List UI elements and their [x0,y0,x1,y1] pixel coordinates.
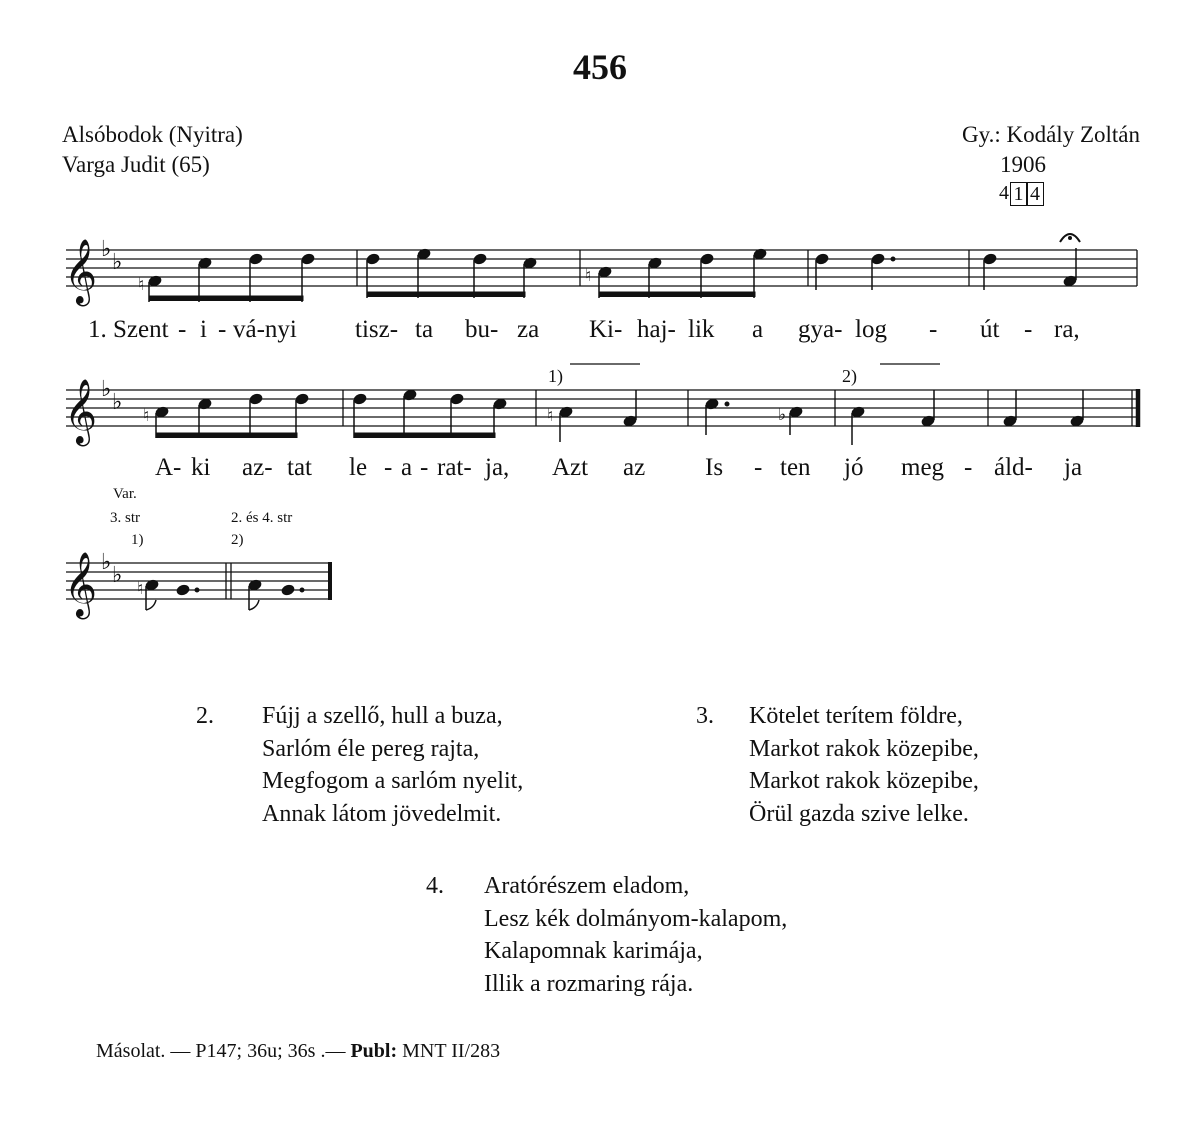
stanza-line: Annak látom jövedelmit. [262,800,502,827]
stanza-line: Sarlóm éle pereg rajta, [262,735,480,762]
staff-1 [66,250,1137,286]
variant-label: Var. [113,486,137,502]
lyric-syllable: Ki- [589,316,623,343]
lyric-syllable: log [855,316,887,343]
natural-icon: ♮ [138,275,145,295]
notes-variant [145,579,304,610]
variant-2-mark: 2) [231,532,244,548]
lyric-syllable: jó [844,454,864,481]
stanza-number: 4. [426,873,444,899]
publ-label: Publ: [350,1040,398,1062]
stanza-line: Illik a rozmaring rája. [484,970,694,997]
flat-icon: ♭ [112,390,123,415]
treble-clef-icon: 𝄞 [64,552,98,617]
lyric-syllable: az- [242,454,273,481]
lyric-syllable: gya- [798,316,843,343]
lyric-syllable: út [980,316,1000,343]
lyric-hyphen: - [420,454,429,481]
stanza-line: Lesz kék dolmányom-kalapom, [484,905,788,932]
collector-label: Gy.: Kodály Zoltán [961,122,1140,147]
lyric-syllable: ten [780,454,811,481]
stanza-line: Örül gazda szive lelke. [749,800,969,827]
stanza-number: 3. [696,703,714,729]
natural-icon: ♮ [143,406,150,426]
notes-line-1 [148,248,1077,302]
stanza-2 [196,700,616,835]
flat-icon: ♭ [101,237,112,262]
variant-1-label: 3. str [110,510,140,526]
lyric-syllable: ja [1064,454,1083,481]
staff-2 [66,390,1140,426]
lyric-syllable: i [200,316,207,343]
lyric-syllable: lik [688,316,715,343]
lyric-syllable: a [752,316,764,343]
lyric-syllable: bu- [465,316,499,343]
lyric-syllable: A- [155,454,182,481]
lyric-syllable: 1. Szent [88,316,169,343]
lyric-hyphen: - [1024,316,1033,343]
lyric-syllable: tat [287,454,312,481]
stanza-line: Fújj a szellő, hull a buza, [262,703,503,729]
flat-icon: ♭ [101,550,112,575]
lyric-hyphen: - [964,454,973,481]
stanza-line: Aratórészem eladom, [484,873,690,899]
footer-source [96,1040,500,1063]
lyric-syllable: Azt [552,454,589,481]
place-label: Alsóbodok (Nyitra) [62,122,243,147]
lyric-syllable: a [401,454,413,481]
lyric-syllable: za [517,316,540,343]
lyric-hyphen: - [754,454,763,481]
stanza-4 [426,870,886,1005]
volta-2-mark: 2) [842,366,857,386]
flat-icon: ♭ [778,405,787,425]
lyric-syllable: az [623,454,646,481]
stanza-3 [696,700,1096,835]
stanza-line: Megfogom a sarlóm nyelit, [262,768,524,794]
source-text: Másolat. — P147; 36u; 36s .— [96,1040,346,1062]
lyric-syllable: ta [415,316,434,343]
volta-1-mark: 1) [548,366,563,386]
lyric-hyphen: - [384,454,393,481]
clefs [64,237,122,619]
song-number: 456 [573,47,627,87]
natural-icon: ♮ [547,406,554,426]
flat-icon: ♭ [112,563,123,588]
lyric-syllable: rat- [437,454,472,481]
natural-icon: ♮ [585,266,592,286]
singer-label: Varga Judit (65) [62,152,210,177]
lyric-syllable: haj- [637,316,676,343]
stanza-line: Kalapomnak karimája, [484,938,703,964]
lyric-syllable: Is [705,454,724,481]
variant-2-label: 2. és 4. str [231,510,293,526]
class-digit-boxed: 4 [1026,182,1044,206]
treble-clef-icon: 𝄞 [64,379,98,444]
stanza-lines [262,700,523,830]
flat-icon: ♭ [112,250,123,275]
year-label: 1906 [1000,152,1046,177]
lyric-hyphen: - [178,316,187,343]
lyric-syllable: le [349,454,368,481]
class-digit-boxed: 1 [1010,182,1028,206]
publ-value: MNT II/283 [402,1040,501,1062]
stanza-line: Kötelet terítem földre, [749,703,963,729]
lyric-syllable: ki [191,454,211,481]
stanza-lines [749,700,979,830]
variant-1-mark: 1) [131,532,144,548]
lyric-hyphen: - [929,316,938,343]
lyric-hyphen: - [218,316,227,343]
stanza-line: Markot rakok közepibe, [749,768,979,794]
flat-icon: ♭ [101,377,112,402]
stanza-number: 2. [196,703,214,729]
lyric-syllable: tisz- [355,316,399,343]
lyric-syllable: ja, [485,454,510,481]
stanza-lines [484,870,787,1000]
lyric-syllable: vá-nyi [233,316,297,343]
treble-clef-icon: 𝄞 [64,239,98,304]
lyric-syllable: áld- [994,454,1033,481]
class-digit: 4 [999,182,1009,204]
natural-icon: ♮ [137,579,144,599]
lyric-syllable: ra, [1054,316,1080,343]
stanza-line: Markot rakok közepibe, [749,735,979,762]
lyric-syllable: meg [901,454,945,481]
